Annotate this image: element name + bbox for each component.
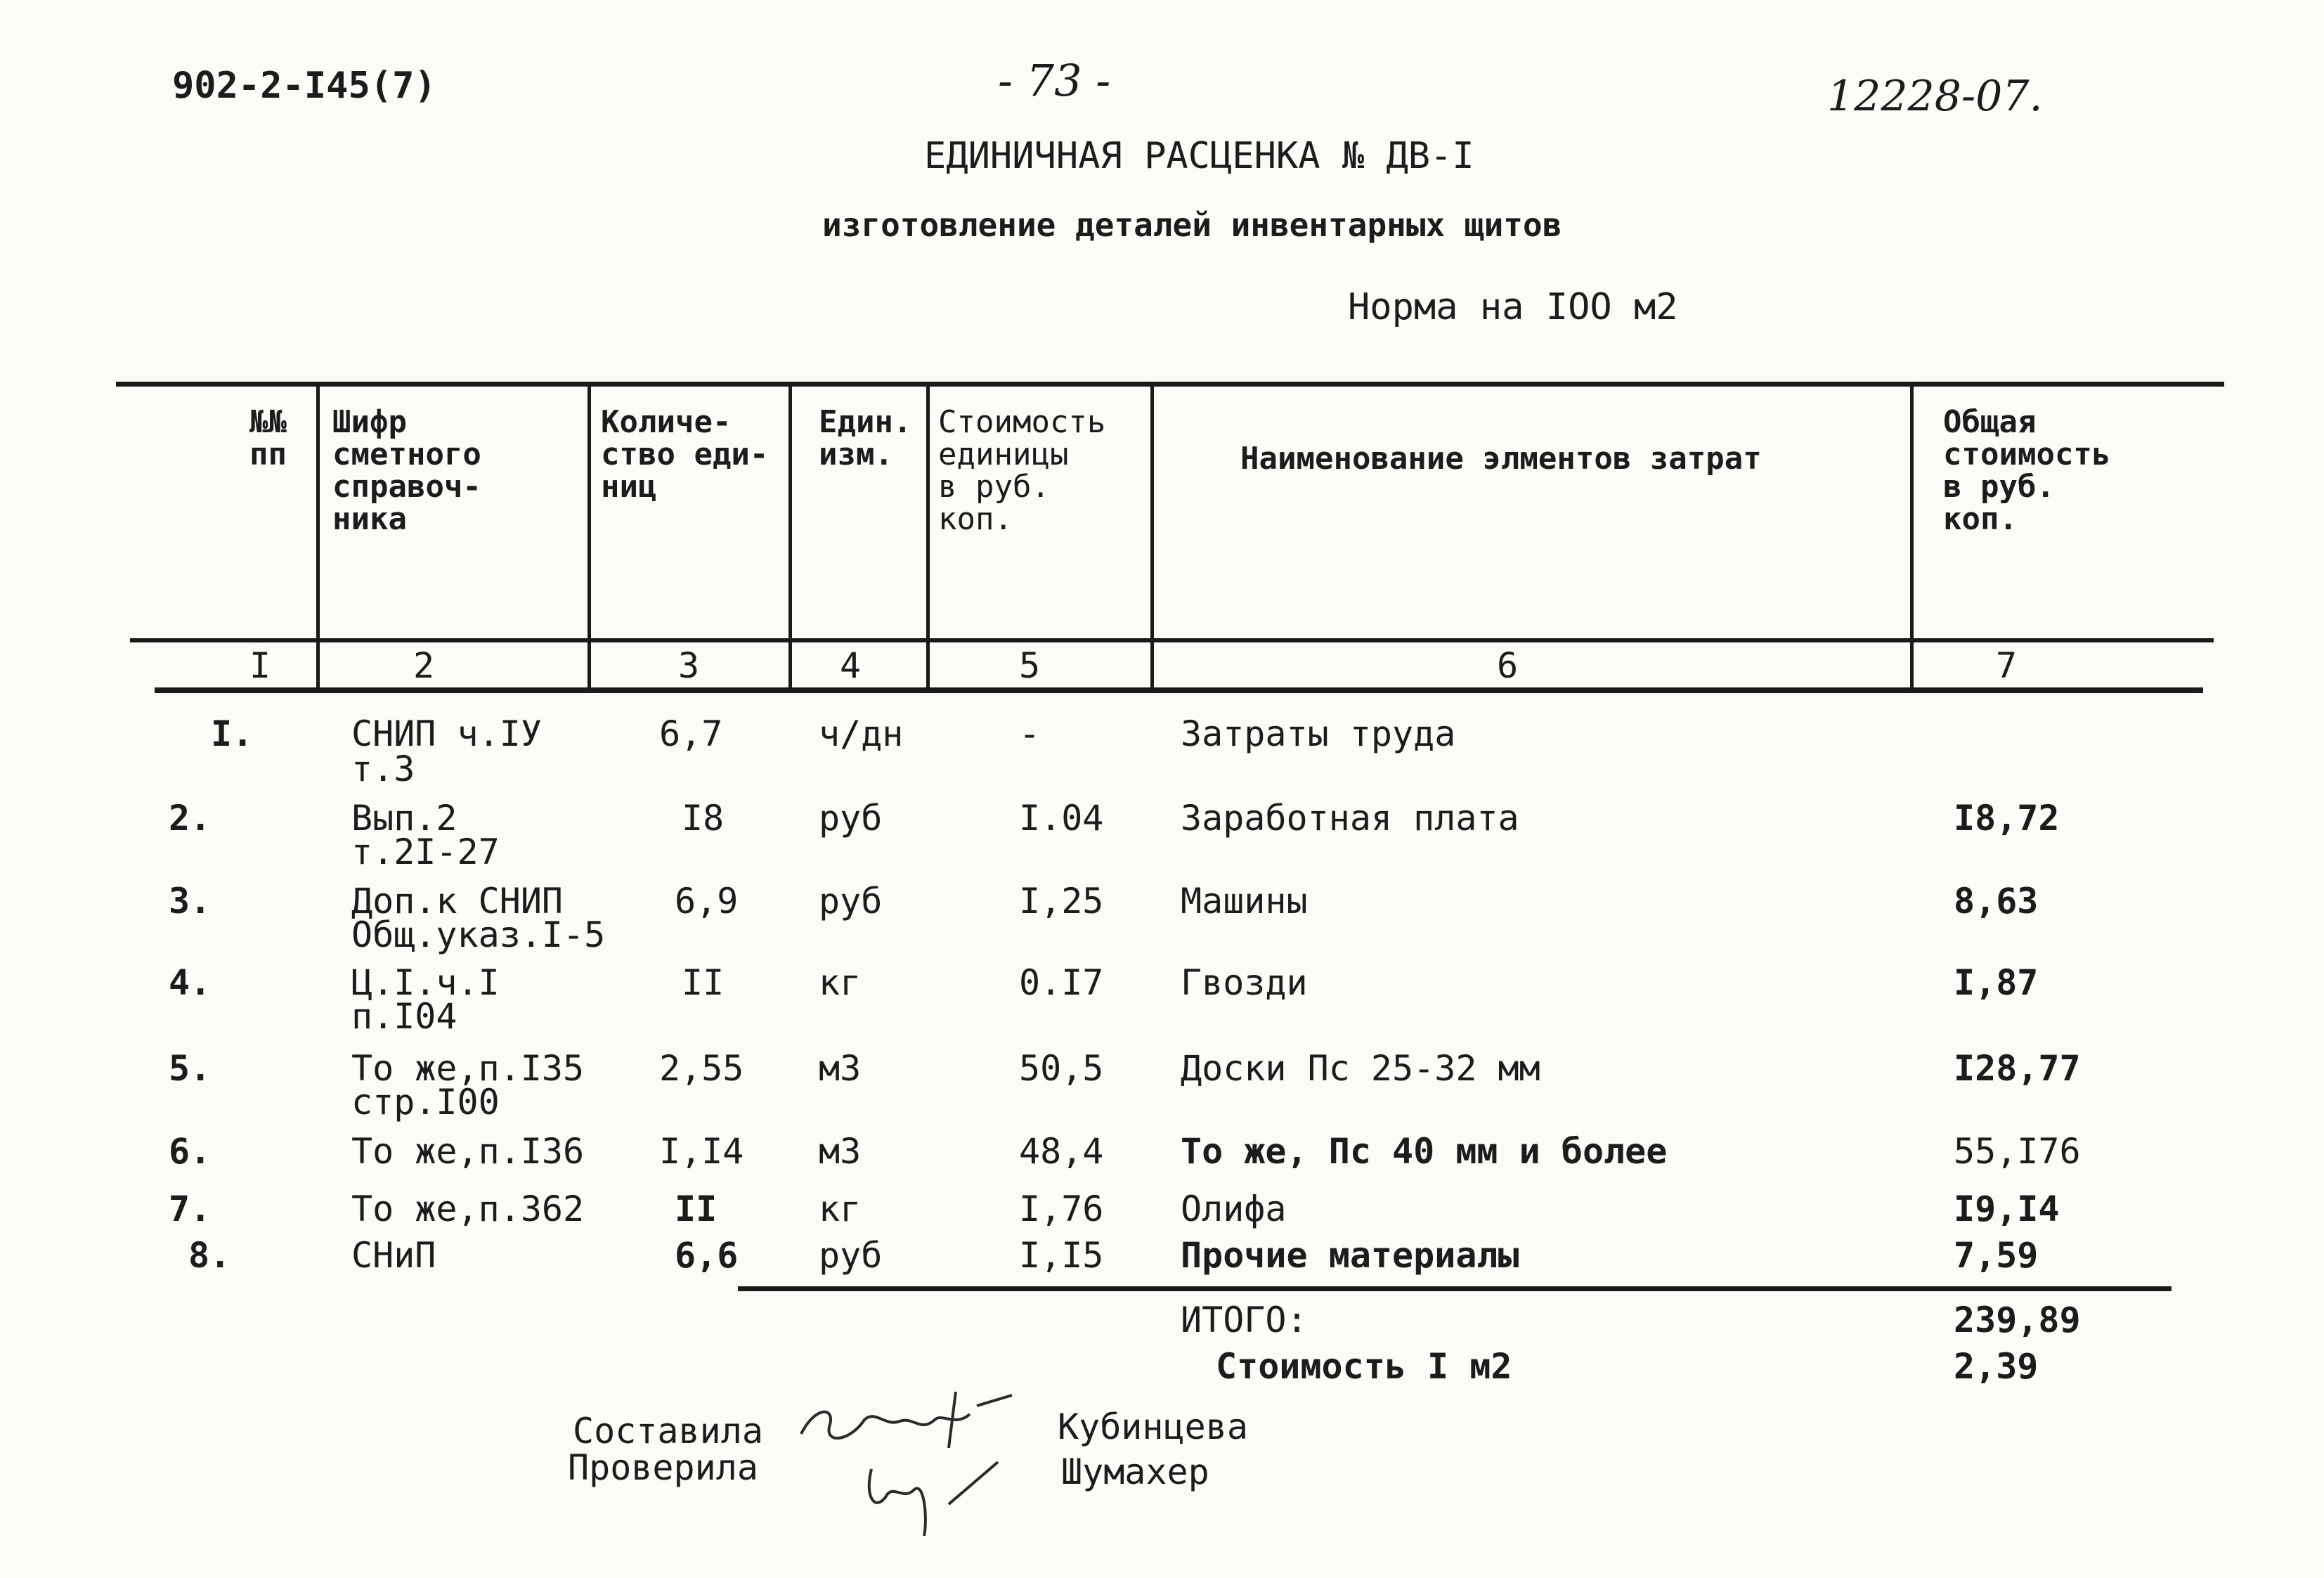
- totals-rule: [738, 1286, 2172, 1291]
- row-code: Доп.к СНИП: [351, 881, 564, 921]
- row-unit: кг: [819, 962, 862, 1003]
- column-divider: [588, 385, 591, 691]
- row-number: 8.: [188, 1235, 231, 1276]
- row-code-detail: Общ.указ.I-5: [351, 914, 606, 955]
- row-number: 7.: [169, 1189, 212, 1229]
- document-code: 902-2-I45(7): [172, 65, 436, 107]
- row-number: I.: [211, 713, 254, 754]
- column-divider: [926, 385, 930, 691]
- row-number: 2.: [169, 798, 212, 839]
- column-divider: [1150, 385, 1154, 691]
- column-number: 4: [840, 645, 862, 686]
- row-quantity: I8: [682, 798, 725, 839]
- row-quantity: 6,9: [675, 881, 739, 921]
- column-divider: [1910, 385, 1914, 691]
- column-header-number: №№ пп: [249, 404, 287, 472]
- header-bottom-rule: [130, 638, 2214, 642]
- archive-number: 12228-07.: [1827, 72, 2043, 121]
- row-total: 7,59: [1954, 1235, 2039, 1276]
- column-header-cost-element: Наименование элментов затрат: [1240, 441, 1762, 477]
- row-unit: руб: [819, 1235, 883, 1276]
- row-unit-price: I,I5: [1019, 1235, 1104, 1276]
- total-value: 239,89: [1954, 1300, 2081, 1340]
- document-subtitle: изготовление деталей инвентарных щитов: [822, 206, 1562, 244]
- row-total: I9,I4: [1954, 1189, 2060, 1229]
- row-unit: руб: [819, 881, 883, 921]
- row-code: То же,п.I36: [351, 1131, 585, 1172]
- column-header-total: Общая стоимость в руб. коп.: [1943, 404, 2111, 537]
- row-unit-price: 0.I7: [1019, 962, 1104, 1003]
- row-unit: ч/дн: [819, 713, 904, 754]
- column-number: 3: [678, 645, 700, 686]
- row-code-detail: п.I04: [351, 996, 457, 1037]
- row-cost-element: Затраты труда: [1181, 713, 1456, 754]
- row-total: I8,72: [1954, 798, 2060, 839]
- row-code-detail: т.2I-27: [351, 832, 500, 872]
- row-unit-price: I,76: [1019, 1189, 1104, 1229]
- row-cost-element: Заработная плата: [1181, 798, 1519, 839]
- column-header-code: Шифр сметного справоч- ника: [332, 404, 481, 537]
- column-header-unit-price: Стоимость единицы в руб. коп.: [938, 404, 1106, 537]
- column-header-quantity: Количе- ство еди- ниц: [601, 404, 769, 505]
- column-number: 7: [1996, 645, 2018, 686]
- row-number: 3.: [169, 881, 212, 921]
- unit-cost-label: Стоимость I м2: [1216, 1346, 1512, 1387]
- row-total: 8,63: [1954, 881, 2039, 921]
- column-number: 2: [413, 645, 435, 686]
- checked-by-name: Шумахер: [1061, 1451, 1209, 1492]
- row-code: То же,п.I35: [351, 1048, 585, 1089]
- row-number: 5.: [169, 1048, 212, 1089]
- row-quantity: 6,7: [659, 713, 723, 754]
- row-code: СНИП ч.IУ: [351, 713, 542, 754]
- column-header-unit: Един. изм.: [819, 404, 912, 472]
- row-cost-element: То же, Пс 40 мм и более: [1181, 1131, 1668, 1172]
- row-code: СНиП: [351, 1235, 436, 1276]
- row-total: I,87: [1954, 962, 2039, 1003]
- row-quantity: I,I4: [659, 1131, 744, 1172]
- row-cost-element: Машины: [1181, 881, 1308, 921]
- row-unit: м3: [819, 1131, 862, 1172]
- row-cost-element: Олифа: [1181, 1189, 1287, 1229]
- column-divider: [316, 385, 320, 691]
- compiled-by-name: Кубинцева: [1058, 1406, 1248, 1447]
- row-unit-price: I,25: [1019, 881, 1104, 921]
- row-unit: руб: [819, 798, 883, 839]
- row-cost-element: Доски Пс 25-32 мм: [1181, 1048, 1540, 1089]
- row-code-detail: стр.I00: [351, 1082, 500, 1123]
- row-number: 6.: [169, 1131, 212, 1172]
- page-number: - 73 -: [998, 55, 1111, 106]
- row-quantity: 6,6: [675, 1235, 739, 1276]
- row-unit-price: 50,5: [1019, 1048, 1104, 1089]
- row-unit: кг: [819, 1189, 862, 1229]
- table-top-rule: [116, 382, 2224, 387]
- column-number: 6: [1497, 645, 1519, 686]
- checked-by-label: Проверила: [568, 1447, 758, 1488]
- total-label: ИТОГО:: [1181, 1300, 1308, 1340]
- norm-label: Норма на IOO м2: [1348, 286, 1678, 328]
- row-unit-price: -: [1019, 713, 1041, 754]
- row-code-detail: т.3: [351, 749, 415, 789]
- column-number: 5: [1019, 645, 1041, 686]
- compiled-by-label: Составила: [573, 1411, 763, 1451]
- row-unit: м3: [819, 1048, 862, 1089]
- row-code: То же,п.362: [351, 1189, 585, 1229]
- row-number: 4.: [169, 962, 212, 1003]
- row-total: I28,77: [1954, 1048, 2081, 1089]
- row-cost-element: Гвозди: [1181, 962, 1308, 1003]
- row-unit-price: 48,4: [1019, 1131, 1104, 1172]
- handwritten-signatures: [787, 1378, 1054, 1546]
- row-total: 55,I76: [1954, 1131, 2081, 1172]
- document-title: ЕДИНИЧНАЯ РАСЦЕНКА № ДВ-I: [924, 135, 1474, 177]
- row-quantity: II: [682, 962, 725, 1003]
- column-divider: [788, 385, 792, 691]
- column-number: I: [249, 645, 271, 686]
- unit-cost-value: 2,39: [1954, 1346, 2039, 1387]
- column-numbers-rule: [155, 687, 2203, 693]
- row-quantity: 2,55: [659, 1048, 744, 1089]
- row-code: Вып.2: [351, 798, 457, 839]
- row-unit-price: I.04: [1019, 798, 1104, 839]
- row-cost-element: Прочие материалы: [1181, 1235, 1519, 1276]
- row-code: Ц.I.ч.I: [351, 962, 500, 1003]
- row-quantity: II: [675, 1189, 718, 1229]
